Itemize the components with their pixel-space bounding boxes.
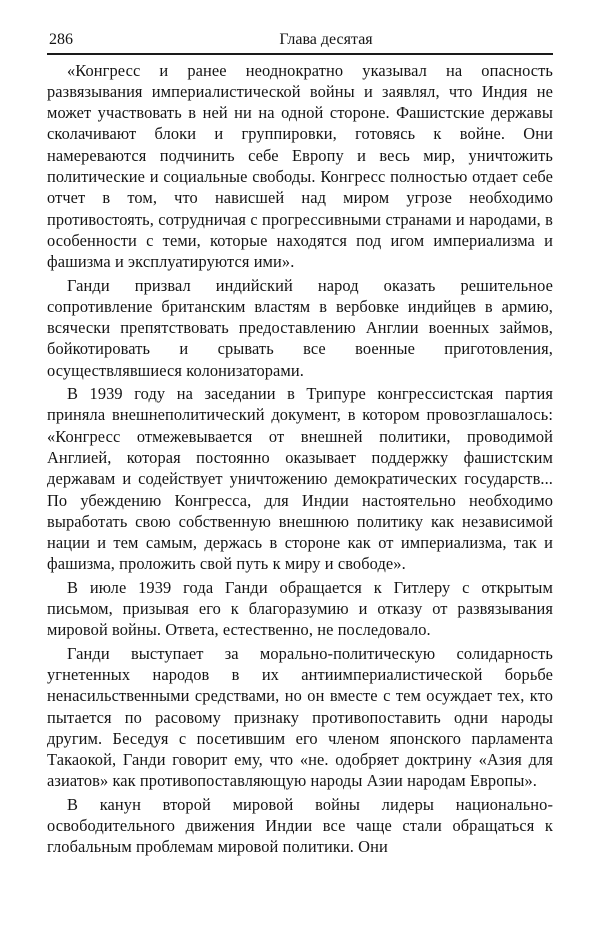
body-text [47, 60, 553, 858]
running-head [47, 30, 555, 50]
header-rule [47, 53, 553, 55]
paragraph-gandhi-resistance: Ганди призвал индийский народ оказать решительное сопротивление британским властям в вербовке индийцев в армию, всячески препятствовать предоставлению Англии военных займов, бойкотировать и срывать все военные приготовления, осуществлявшиеся колонизаторами. [47, 275, 553, 380]
chapter-title: Глава десятая [279, 31, 373, 48]
paragraph-solidarity: Ганди выступает за морально-политическую солидарность угнетенных народов в их антиимпериалистической борьбе ненасильственными средствами, но он вместе с тем осуждает тех, кто пытается по расовому признаку противопоставить одни народы другим. Беседуя с посетившим его членом японского парламента Такаокой, Ганди говорит ему, что «не. одобряет доктрину «Азия для азиатов» как противопоставляющую народы Азии народам Европы». [47, 643, 553, 791]
paragraph-tripuri-1939: В 1939 году на заседании в Трипуре конгрессистская партия приняла внешнеполитический документ, в котором провозглашалось: «Конгресс отмежевывается от внешней политики, проводимой Англией, которая постоянно оказывает поддержку фашистским державам и содействует уничтожению демократических государств... По убеждению Конгресса, для Индии настоятельно необходимо выработать свою собственную внешнюю политику как независимой нации и тем самым, держась в стороне как от империализма, так и фашизма, проложить свой путь к миру и свободе». [47, 384, 553, 574]
paragraph-eve-of-war: В канун второй мировой войны лидеры национально-освободительного движения Индии все чаще стали обращаться к глобальным проблемам мировой политики. Они [47, 794, 553, 857]
paragraph-letter-to-hitler: В июле 1939 года Ганди обращается к Гитлеру с открытым письмом, призывая его к благоразумию и отказу от развязывания мировой войны. Ответа, естественно, не последовало. [47, 577, 553, 640]
page-number: 286 [49, 31, 73, 48]
book-page [47, 30, 555, 858]
paragraph-congress-quote: «Конгресс и ранее неоднократно указывал на опасность развязывания империалистической войны и заявлял, что Индия не может участвовать в ней ни на одной стороне. Фашистские державы сколачивают блоки и группировки, готовясь к войне. Они намереваются подчинить себе Европу и весь мир, уничтожить политические и социальные свободы. Конгресс полностью отдает себе отчет в том, что нависшей над миром угрозе необходимо противостоять, сотрудничая с прогрессивными странами и народами, в особенности с теми, которые находятся под игом империализма и фашизма и эксплуатируются ими». [47, 60, 553, 272]
